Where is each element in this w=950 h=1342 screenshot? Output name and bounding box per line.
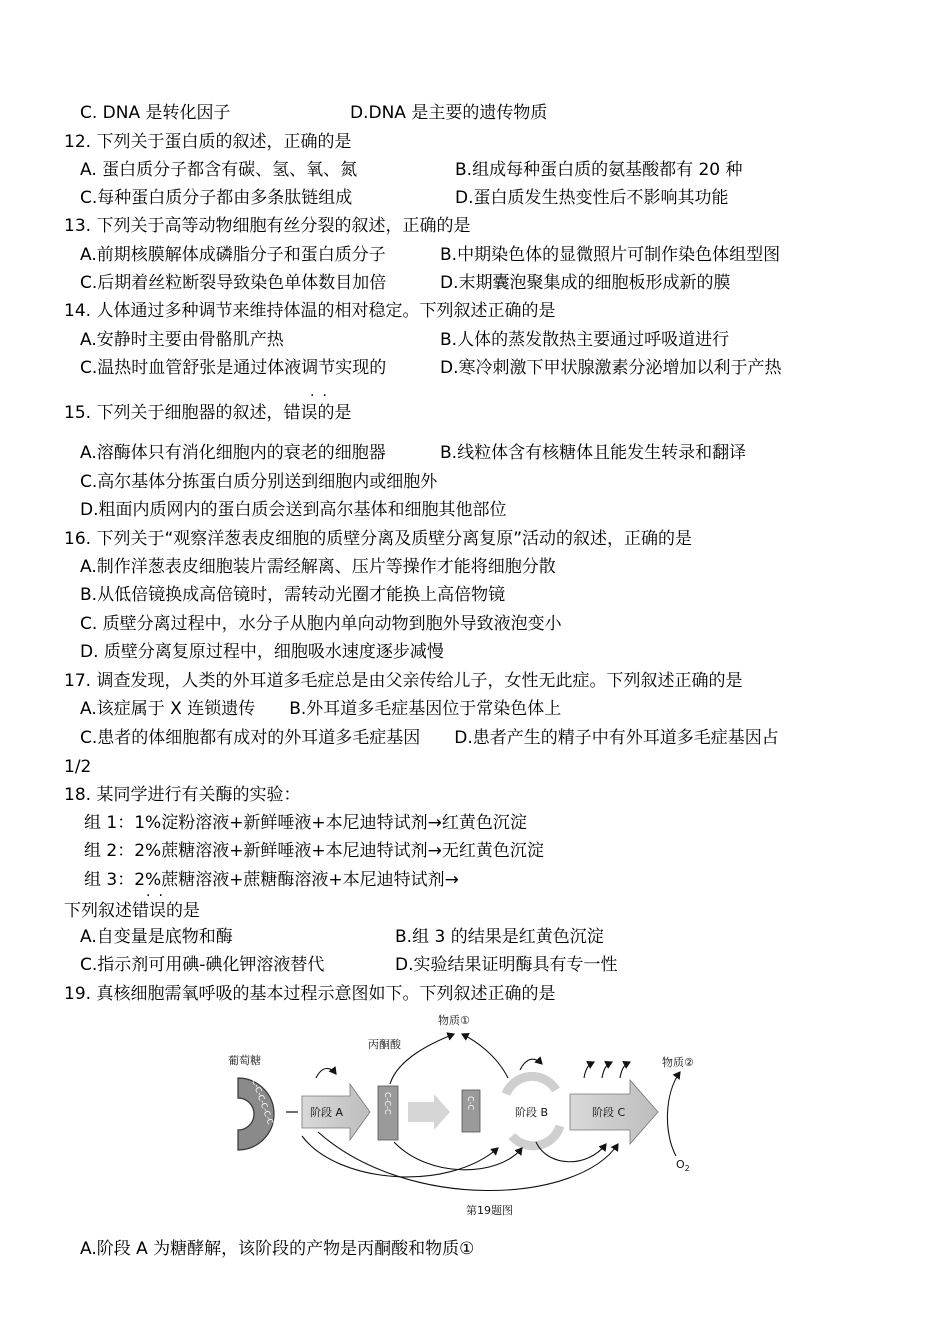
atp-arrow: [316, 1068, 336, 1078]
cycle-arc-1: [506, 1076, 556, 1094]
q18-option-a: A.自变量是底物和酶: [80, 927, 233, 947]
q12-option-a: A. 蛋白质分子都含有碳、氢、氧、氮: [80, 160, 358, 180]
q18-option-c: C.指示剂可用碘-碘化钾溶液替代: [80, 955, 325, 975]
q15-option-a: A.溶酶体只有消化细胞内的衰老的细胞器: [80, 443, 386, 463]
respiration-diagram: [218, 1008, 718, 1218]
q16-option-d: D. 质壁分离复原过程中，细胞吸水速度逐步减慢: [80, 642, 444, 662]
stage-c-label: 阶段 C: [592, 1106, 626, 1119]
q12-option-b: B.组成每种蛋白质的氨基酸都有 20 种: [455, 160, 743, 180]
q18-group-3: 组 3：2%蔗糖溶液+蔗糖酶溶液+本尼迪特试剂→: [84, 870, 459, 890]
q12-option-d: D.蛋白质发生热变性后不影响其功能: [455, 188, 729, 208]
q13-option-c: C.后期着丝粒断裂导致染色单体数目加倍: [80, 273, 387, 293]
q18-group-1: 组 1：1%淀粉溶液+新鲜唾液+本尼迪特试剂→红黄色沉淀: [84, 813, 527, 833]
q16-option-a: A.制作洋葱表皮细胞装片需经解离、压片等操作才能将细胞分散: [80, 557, 556, 577]
glucose-label: 葡萄糖: [228, 1054, 261, 1067]
q14-option-c: C.温热时血管舒张是通过体液调节实现的: [80, 358, 387, 378]
q14-option-d: D.寒冷刺激下甲状腺激素分泌增加以利于产热: [440, 358, 782, 378]
question-18: 18. 某同学进行有关酶的实验：: [64, 785, 301, 805]
q13-option-d: D.末期囊泡聚集成的细胞板形成新的膜: [440, 273, 731, 293]
stage-c-output-3: [620, 1062, 630, 1078]
q18-group-2: 组 2：2%蔗糖溶液+新鲜唾液+本尼迪特试剂→无红黄色沉淀: [84, 841, 544, 861]
stage-b-label: 阶段 B: [515, 1106, 549, 1119]
arrow-to-substance-1-b: [462, 1034, 508, 1078]
transition-arrow: [408, 1094, 450, 1130]
stage-c-output-1: [584, 1062, 594, 1078]
q13-option-b: B.中期染色体的显微照片可制作染色体组型图: [440, 245, 781, 265]
question-14: 14. 人体通过多种调节来维持体温的相对稳定。下列叙述正确的是: [64, 301, 556, 321]
q15-option-c: C.高尔基体分拣蛋白质分别送到细胞内或细胞外: [80, 472, 438, 492]
question-16: 16. 下列关于“观察洋葱表皮细胞的质壁分离及质壁分离复原”活动的叙述，正确的是: [64, 529, 693, 549]
emphasis-dots-q18: ··: [146, 888, 171, 904]
oxygen-arrow: [667, 1072, 680, 1156]
pyruvate-chain: C-C-C: [383, 1092, 392, 1115]
stage-c-output-2: [602, 1062, 612, 1078]
question-19: 19. 真核细胞需氧呼吸的基本过程示意图如下。下列叙述正确的是: [64, 984, 556, 1004]
q13-option-a: A.前期核膜解体成磷脂分子和蛋白质分子: [80, 245, 386, 265]
pyruvate-label: 丙酮酸: [368, 1038, 401, 1051]
stage-b-output-arrow: [520, 1059, 542, 1070]
emphasis-dots-q15: ··: [310, 388, 335, 404]
q18-option-d: D.实验结果证明酶具有专一性: [395, 955, 618, 975]
q17-option-d-continued: 1/2: [64, 757, 92, 777]
q19-option-a: A.阶段 A 为糖酵解，该阶段的产物是丙酮酸和物质①: [80, 1239, 475, 1259]
q18-option-b: B.组 3 的结果是红黄色沉淀: [395, 927, 604, 947]
question-13: 13. 下列关于高等动物细胞有丝分裂的叙述，正确的是: [64, 216, 471, 236]
question-17: 17. 调查发现，人类的外耳道多毛症总是由父亲传给儿子，女性无此症。下列叙述正确的是: [64, 671, 743, 691]
lower-arrow-1: [302, 1136, 498, 1177]
q15-option-b: B.线粒体含有核糖体且能发生转录和翻译: [440, 443, 747, 463]
oxygen-label: $O_2$: [676, 1158, 690, 1173]
substance-1-label: 物质①: [438, 1014, 470, 1027]
stage-a-label: 阶段 A: [310, 1106, 344, 1119]
option-c: C. DNA 是转化因子: [80, 103, 231, 123]
q16-option-c: C. 质壁分离过程中，水分子从胞内单向动物到胞外导致液泡变小: [80, 614, 562, 634]
q17-options-ab: A.该症属于 X 连锁遗传 B.外耳道多毛症基因位于常染色体上: [80, 699, 562, 719]
lower-arrow-2: [394, 1142, 522, 1170]
q14-option-b: B.人体的蒸发散热主要通过呼吸道进行: [440, 330, 730, 350]
q14-option-a: A.安静时主要由骨骼肌产热: [80, 330, 284, 350]
q18-stem: 下列叙述错误的是: [64, 901, 200, 921]
option-d: D.DNA 是主要的遗传物质: [350, 103, 548, 123]
glucose-chain: C-C-C-C-C-C: [250, 1077, 275, 1126]
substance-2-label: 物质②: [662, 1056, 694, 1069]
figure-caption: 第19题图: [466, 1204, 513, 1217]
question-12: 12. 下列关于蛋白质的叙述，正确的是: [64, 132, 352, 152]
q12-option-c: C.每种蛋白质分子都由多条肽链组成: [80, 188, 353, 208]
q17-options-cd: C.患者的体细胞都有成对的外耳道多毛症基因 D.患者产生的精子中有外耳道多毛症基因占: [80, 728, 779, 748]
question-15: 15. 下列关于细胞器的叙述，错误的是: [64, 403, 352, 423]
q16-option-b: B.从低倍镜换成高倍镜时，需转动光圈才能换上高倍物镜: [80, 585, 506, 605]
q15-option-d: D.粗面内质网内的蛋白质会送到高尔基体和细胞其他部位: [80, 500, 507, 520]
two-carbon-chain: C-C: [466, 1096, 475, 1111]
